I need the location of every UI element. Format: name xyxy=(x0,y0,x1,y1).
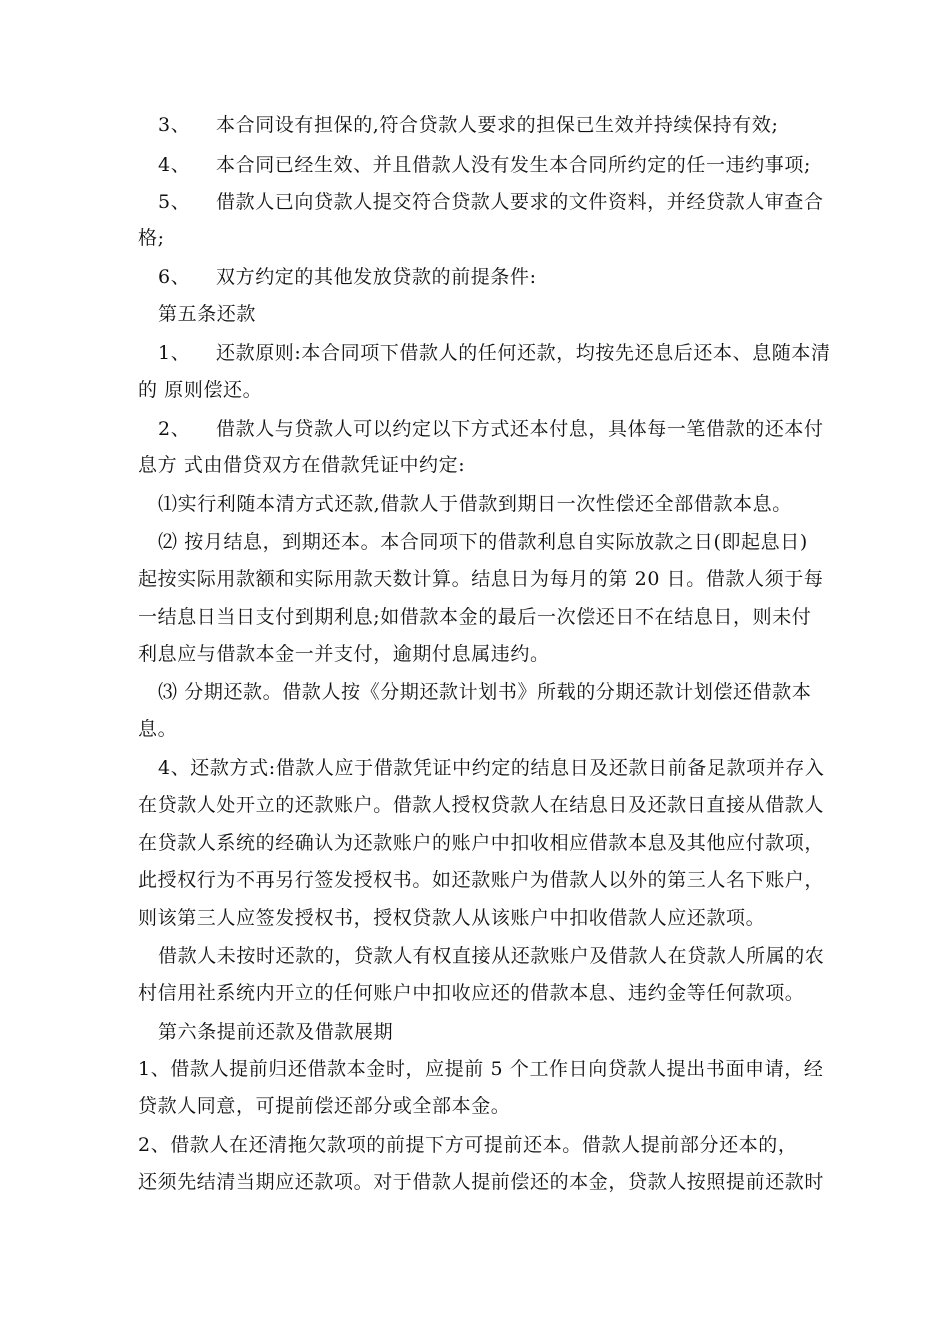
section-title: 第五条还款 xyxy=(158,303,257,325)
paragraph-text: 一结息日当日支付到期利息;如借款本金的最后一次偿还日不在结息日，则未付 xyxy=(138,606,812,628)
paragraph-text: 则该第三人应签发授权书，授权贷款人从该账户中扣收借款人应还款项。 xyxy=(138,907,766,929)
paragraph-text: ⑵ 按月结息，到期还本。本合同项下的借款利息自实际放款之日(即起息日) xyxy=(158,531,808,553)
paragraph-text: 4、还款方式:借款人应于借款凭证中约定的结息日及还款日前备足款项并存入 xyxy=(158,757,825,779)
item-text: 还款原则:本合同项下借款人的任何还款，均按先还息后还本、息随本清 xyxy=(216,342,831,364)
continuation-text: 格; xyxy=(138,227,165,249)
paragraph-text: 村信用社系统内开立的任何账户中扣收应还的借款本息、违约金等任何款项。 xyxy=(138,982,805,1004)
item-number: 6、 xyxy=(158,266,191,288)
item-text: 借款人已向贷款人提交符合贷款人要求的文件资料，并经贷款人审查合 xyxy=(216,191,824,213)
item-number: 2、 xyxy=(158,418,191,440)
paragraph-text: 此授权行为不再另行签发授权书。如还款账户为借款人以外的第三人名下账户， xyxy=(138,869,825,891)
paragraph-text: 在贷款人处开立的还款账户。借款人授权贷款人在结息日及还款日直接从借款人 xyxy=(138,794,825,816)
section-title: 第六条提前还款及借款展期 xyxy=(158,1021,394,1043)
item-text: 借款人与贷款人可以约定以下方式还本付息，具体每一笔借款的还本付 xyxy=(216,418,824,440)
paragraph-text: ⑶ 分期还款。借款人按《分期还款计划书》所载的分期还款计划偿还借款本 xyxy=(158,681,812,703)
paragraph-text: 利息应与借款本金一并支付，逾期付息属违约。 xyxy=(138,643,550,665)
paragraph-text: 在贷款人系统的经确认为还款账户的账户中扣收相应借款本息及其他应付款项， xyxy=(138,832,825,854)
paragraph-text: ⑴实行利随本清方式还款,借款人于借款到期日一次性偿还全部借款本息。 xyxy=(158,493,792,515)
paragraph-text: 还须先结清当期应还款项。对于借款人提前偿还的本金，贷款人按照提前还款时 xyxy=(138,1171,825,1193)
paragraph-text: 贷款人同意，可提前偿还部分或全部本金。 xyxy=(138,1095,511,1117)
item-text: 本合同设有担保的,符合贷款人要求的担保已生效并持续保持有效; xyxy=(216,114,779,136)
paragraph-text: 1、借款人提前归还借款本金时，应提前 5 个工作日向贷款人提出书面申请，经 xyxy=(138,1058,824,1080)
item-text: 本合同已经生效、并且借款人没有发生本合同所约定的任一违约事项; xyxy=(216,154,812,176)
item-text: 双方约定的其他发放贷款的前提条件: xyxy=(216,266,537,288)
paragraph-text: 借款人未按时还款的，贷款人有权直接从还款账户及借款人在贷款人所属的农 xyxy=(158,945,825,967)
paragraph-text: 2、借款人在还清拖欠款项的前提下方可提前还本。借款人提前部分还本的， xyxy=(138,1134,798,1156)
item-number: 4、 xyxy=(158,154,191,176)
item-number: 1、 xyxy=(158,342,191,364)
continuation-text: 息。 xyxy=(138,718,178,740)
continuation-text: 息方 式由借贷双方在借款凭证中约定: xyxy=(138,454,466,476)
item-number: 5、 xyxy=(158,191,191,213)
item-number: 3、 xyxy=(158,114,191,136)
continuation-text: 的 原则偿还。 xyxy=(138,379,263,401)
paragraph-text: 起按实际用款额和实际用款天数计算。结息日为每月的第 20 日。借款人须于每 xyxy=(138,568,824,590)
